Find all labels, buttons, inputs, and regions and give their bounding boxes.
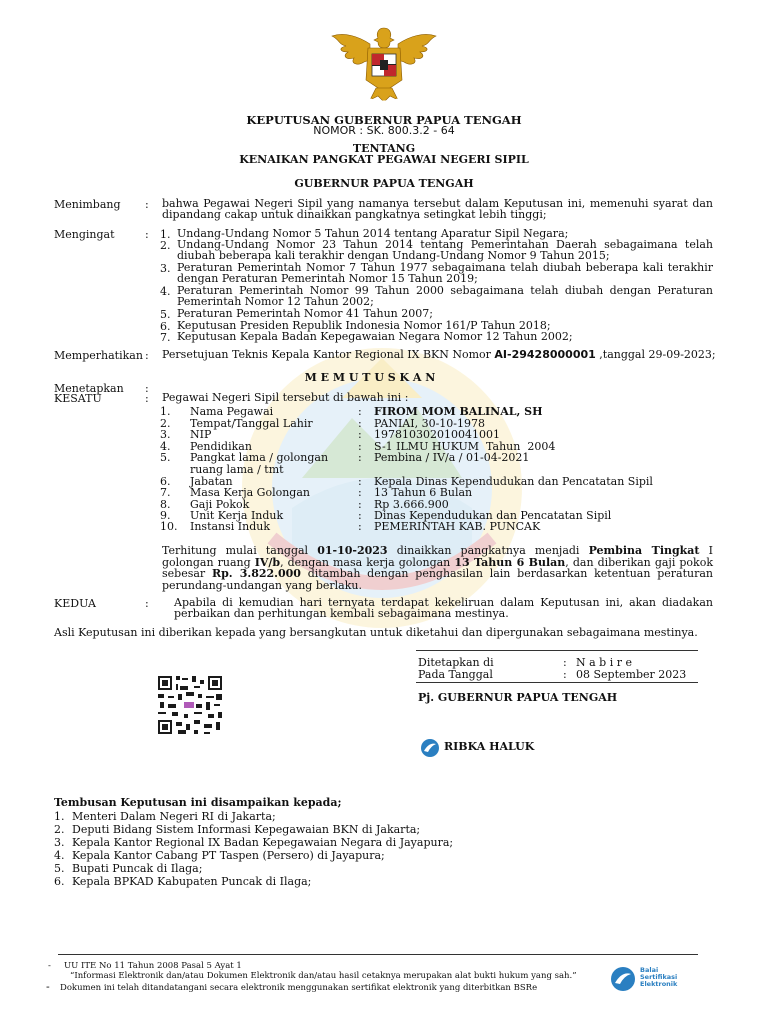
detail-num: 6. xyxy=(160,475,171,488)
issuer-heading: GUBERNUR PAPUA TENGAH xyxy=(294,177,474,190)
mengingat-num: 1. xyxy=(160,228,171,241)
new-rank: Pembina Tingkat xyxy=(588,544,700,557)
mengingat-num: 2. xyxy=(160,239,171,252)
detail-value: Rp 3.666.900 xyxy=(374,498,449,511)
menimbang-colon: : xyxy=(145,198,149,211)
mengingat-item: Undang-Undang Nomor 23 Tahun 2014 tentang Pemerintahan Daerah sebagaimana telah diubah beberapa kali terakhir dengan Undang-Undang Nomor 9 Tahun 2015; xyxy=(177,238,713,262)
bsre-line: Elektronik xyxy=(640,980,678,988)
tembusan-item xyxy=(54,810,276,823)
detail-colon: : xyxy=(358,451,362,464)
menimbang-label: Menimbang xyxy=(54,198,121,211)
tembusan-num: 1. xyxy=(54,810,65,823)
detail-colon: : xyxy=(358,417,362,430)
detail-key: NIP xyxy=(190,428,212,441)
detail-num: 4. xyxy=(160,440,171,453)
detail-value: PANIAI, 30-10-1978 xyxy=(374,417,486,430)
tembusan-text: Kepala Kantor Cabang PT Taspen (Persero) di Jayapura; xyxy=(72,849,385,862)
mengingat-item: Undang-Undang Nomor 5 Tahun 2014 tentang Aparatur Sipil Negara; xyxy=(177,227,569,240)
detail-colon: : xyxy=(358,440,362,453)
tanggal-colon: : xyxy=(563,668,567,681)
kesatu-label: KESATU xyxy=(54,392,102,405)
mengingat-num: 6. xyxy=(160,320,171,333)
tembusan-text: Bupati Puncak di Ilaga; xyxy=(72,862,203,875)
qr-code-icon xyxy=(156,674,224,736)
footer-dash: - xyxy=(46,980,50,993)
tembusan-num: 4. xyxy=(54,849,65,862)
tembusan-text: Menteri Dalam Negeri RI di Jakarta; xyxy=(72,810,276,823)
tembusan-item xyxy=(54,836,453,849)
memperhatikan-colon: : xyxy=(145,349,149,362)
detail-colon: : xyxy=(358,405,362,418)
memperhatikan-label: Memperhatikan xyxy=(54,349,143,362)
mengingat-label: Mengingat xyxy=(54,228,115,241)
mengingat-item: Peraturan Pemerintah Nomor 7 Tahun 1977 sebagaimana telah diubah beberapa kali terakhir dengan Peraturan Pemerintah Nomor 15 Tahun 2019; xyxy=(177,261,713,285)
signature-divider xyxy=(416,650,698,651)
tembusan-num: 5. xyxy=(54,862,65,875)
new-salary: Rp. 3.822.000 xyxy=(211,567,301,580)
kedua-label: KEDUA xyxy=(54,597,96,610)
memutuskan-heading: M E M U T U S K A N xyxy=(304,371,436,384)
detail-value: 13 Tahun 6 Bulan xyxy=(374,486,473,499)
detail-num: 10. xyxy=(160,520,178,533)
tembusan-text: Kepala Kantor Regional IX Badan Kepegawaian Negara di Jayapura; xyxy=(72,836,454,849)
effective-date: 01-10-2023 xyxy=(317,544,388,557)
detail-key-continued: ruang lama / tmt xyxy=(190,463,284,476)
para-text: I golongan ruang xyxy=(162,544,713,569)
footer-esign-note: Dokumen ini telah ditandatangani secara elektronik menggunakan sertifikat elektronik yang diterbitkan BSRe xyxy=(60,983,538,993)
promotion-paragraph xyxy=(162,545,713,591)
memperhatikan-suffix: ,tanggal 29-09-2023; xyxy=(595,348,716,361)
detail-value: Pembina / IV/a / 01-04-2021 xyxy=(374,451,530,464)
detail-key: Gaji Pokok xyxy=(190,498,250,511)
ditetapkan-place: N a b i r e xyxy=(576,656,632,669)
ditetapkan-colon: : xyxy=(563,656,567,669)
new-service-period: 13 Tahun 6 Bulan xyxy=(454,555,566,569)
tembusan-item xyxy=(54,875,311,888)
detail-colon: : xyxy=(358,509,362,522)
detail-num: 9. xyxy=(160,509,171,522)
detail-key: Pendidikan xyxy=(190,440,252,453)
para-text: , dengan masa kerja golongan xyxy=(280,555,455,569)
bsre-logo-text xyxy=(640,967,677,988)
mengingat-colon: : xyxy=(145,228,149,241)
para-text: ditambah dengan penghasilan lain berdasarkan ketentuan peraturan perundang-undangan yang berlaku. xyxy=(162,567,713,592)
mengingat-item: Keputusan Presiden Republik Indonesia Nomor 161/P Tahun 2018; xyxy=(177,319,551,332)
mengingat-item: Peraturan Pemerintah Nomor 99 Tahun 2000 sebagaimana telah diubah dengan Peraturan Pemerintah Nomor 12 Tahun 2002; xyxy=(177,284,713,308)
footer-divider xyxy=(58,954,698,955)
tanggal-value: 08 September 2023 xyxy=(576,668,687,681)
memperhatikan-text xyxy=(162,349,716,360)
detail-colon: : xyxy=(358,475,362,488)
tembusan-item xyxy=(54,862,202,875)
footer-quote: “Informasi Elektronik dan/atau Dokumen Elektronik dan/atau hasil cetaknya merupakan alat bukti hukum yang sah.” xyxy=(70,971,577,981)
tembusan-num: 6. xyxy=(54,875,65,888)
detail-colon: : xyxy=(358,428,362,441)
detail-value: Dinas Kependudukan dan Pencatatan Sipil xyxy=(374,509,612,522)
memperhatikan-prefix: Persetujuan Teknis Kepala Kantor Regional IX BKN Nomor xyxy=(162,348,495,361)
detail-colon: : xyxy=(358,498,362,511)
menimbang-text: bahwa Pegawai Negeri Sipil yang namanya tersebut dalam Keputusan ini, memenuhi syarat dan dipandang cakap untuk dinaikkan pangkatnya setingkat lebih tinggi; xyxy=(162,197,713,221)
garuda-emblem-icon xyxy=(330,22,438,106)
tanggal-label: Pada Tanggal xyxy=(418,668,493,681)
persetujuan-number: AI-29428000001 xyxy=(494,348,596,361)
detail-num: 1. xyxy=(160,405,171,418)
mengingat-num: 4. xyxy=(160,285,171,298)
tembusan-num: 3. xyxy=(54,836,65,849)
para-text: dinaikkan pangkatnya menjadi xyxy=(387,544,589,557)
detail-num: 5. xyxy=(160,451,171,464)
detail-key: Instansi Induk xyxy=(190,520,271,533)
bsre-signature-icon xyxy=(420,738,440,758)
employee-name: FIROM MOM BALINAL, SH xyxy=(374,405,543,418)
detail-num: 7. xyxy=(160,486,171,499)
detail-key: Masa Kerja Golongan xyxy=(190,486,310,499)
kedua-colon: : xyxy=(145,597,149,610)
detail-value: S-1 ILMU HUKUM Tahun 2004 xyxy=(374,440,556,453)
tembusan-item xyxy=(54,823,420,836)
para-text: , dan diberikan gaji pokok sebesar xyxy=(162,555,714,580)
detail-key: Unit Kerja Induk xyxy=(190,509,284,522)
kesatu-intro: Pegawai Negeri Sipil tersebut di bawah ini : xyxy=(162,391,409,404)
document-subject: KENAIKAN PANGKAT PEGAWAI NEGERI SIPIL xyxy=(239,153,529,166)
tembusan-num: 2. xyxy=(54,823,65,836)
tentang-heading: TENTANG xyxy=(352,142,416,155)
asli-statement: Asli Keputusan ini diberikan kepada yang bersangkutan untuk diketahui dan dipergunakan sebagaimana mestinya. xyxy=(54,626,698,639)
tembusan-item xyxy=(54,849,385,862)
detail-value: 197810302010041001 xyxy=(374,428,500,441)
tembusan-title: Tembusan Keputusan ini disampaikan kepada; xyxy=(54,796,342,809)
tembusan-text: Kepala BPKAD Kabupaten Puncak di Ilaga; xyxy=(72,875,312,888)
bsre-line: Balai xyxy=(640,966,659,974)
mengingat-num: 5. xyxy=(160,308,171,321)
menetapkan-label: Menetapkan xyxy=(54,382,124,395)
detail-value: Kepala Dinas Kependudukan dan Pencatatan Sipil xyxy=(374,475,653,488)
signer-name: RIBKA HALUK xyxy=(444,740,535,753)
new-grade: IV/b xyxy=(254,555,281,569)
document-title: KEPUTUSAN GUBERNUR PAPUA TENGAH xyxy=(246,113,522,127)
detail-num: 8. xyxy=(160,498,171,511)
detail-key: Jabatan xyxy=(190,475,233,488)
detail-num: 2. xyxy=(160,417,171,430)
kesatu-colon: : xyxy=(145,392,149,405)
bsre-logo-icon xyxy=(610,966,636,992)
detail-value: PEMERINTAH KAB. PUNCAK xyxy=(374,520,541,533)
mengingat-num: 7. xyxy=(160,331,171,344)
detail-colon: : xyxy=(358,486,362,499)
signature-divider xyxy=(416,682,698,683)
tembusan-text: Deputi Bidang Sistem Informasi Kepegawaian BKN di Jakarta; xyxy=(72,823,421,836)
bsre-line: Sertifikasi xyxy=(640,973,678,981)
mengingat-item: Keputusan Kepala Badan Kepegawaian Negara Nomor 12 Tahun 2002; xyxy=(177,330,573,343)
footer-dash: - xyxy=(48,961,51,971)
footer-law: UU ITE No 11 Tahun 2008 Pasal 5 Ayat 1 xyxy=(64,961,242,971)
detail-colon: : xyxy=(358,520,362,533)
mengingat-item: Peraturan Pemerintah Nomor 41 Tahun 2007; xyxy=(177,307,433,320)
menetapkan-colon: : xyxy=(145,382,149,395)
detail-num: 3. xyxy=(160,428,171,441)
detail-key: Pangkat lama / golongan xyxy=(190,451,329,464)
para-text: Terhitung mulai tanggal xyxy=(162,544,318,557)
detail-key: Tempat/Tanggal Lahir xyxy=(190,417,313,430)
document-number: NOMOR : SK. 800.3.2 - 64 xyxy=(313,124,455,137)
mengingat-num: 3. xyxy=(160,262,171,275)
signer-position: Pj. GUBERNUR PAPUA TENGAH xyxy=(418,691,618,704)
ditetapkan-label: Ditetapkan di xyxy=(418,656,494,669)
detail-key: Nama Pegawai xyxy=(190,405,274,418)
kedua-text: Apabila di kemudian hari ternyata terdapat kekeliruan dalam Keputusan ini, akan diadakan perbaikan dan perhitungan kembali sebagaimana mestinya. xyxy=(174,596,713,620)
